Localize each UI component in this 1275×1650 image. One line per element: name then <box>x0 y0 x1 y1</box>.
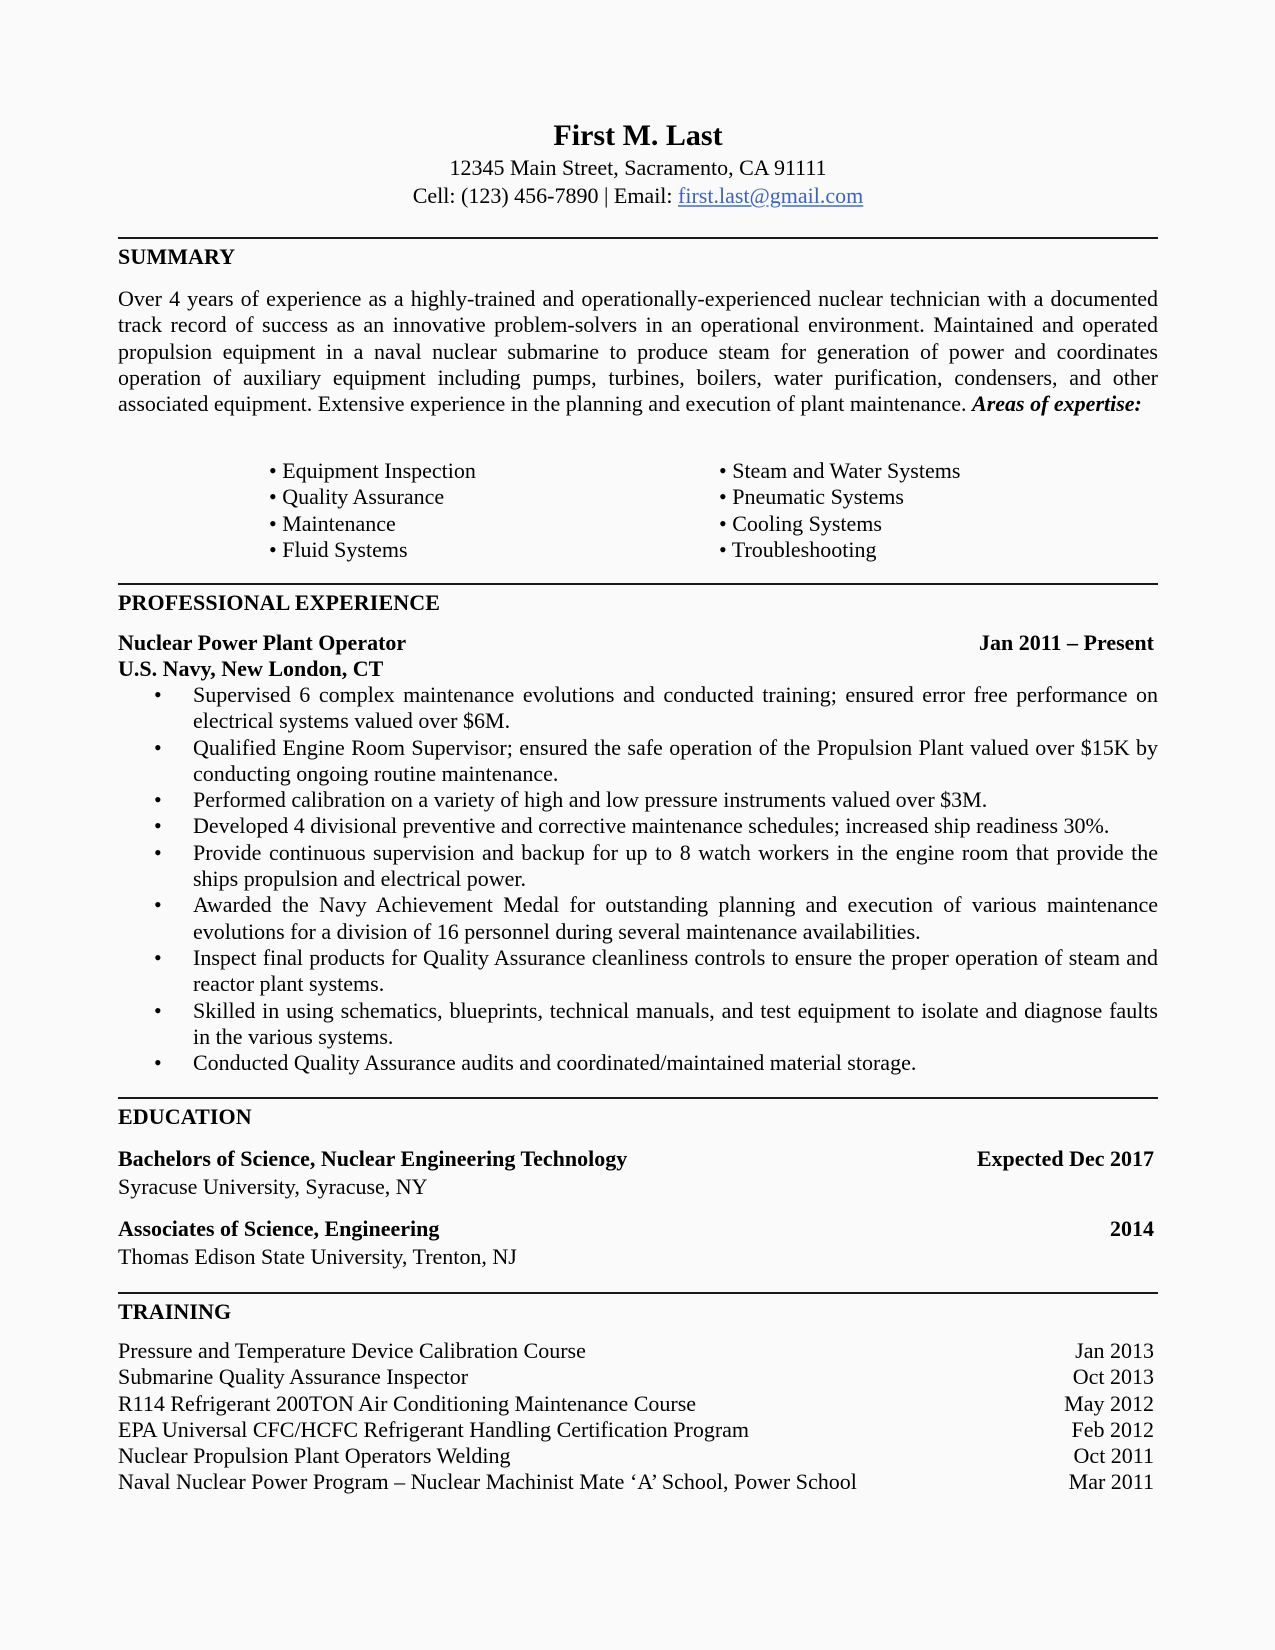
training-row <box>118 1443 1154 1469</box>
education-entry-header <box>118 1146 1154 1172</box>
section-divider <box>118 1292 1158 1294</box>
training-date: Jan 2013 <box>1075 1338 1154 1363</box>
degree: Bachelors of Science, Nuclear Engineering Technology <box>118 1146 628 1171</box>
bullet-icon: • <box>154 839 162 865</box>
training-date: Oct 2013 <box>1072 1364 1154 1390</box>
expertise-item: • Maintenance <box>269 510 396 536</box>
training-course: R114 Refrigerant 200TON Air Conditioning Maintenance Course <box>118 1390 697 1416</box>
degree-date: Expected Dec 2017 <box>976 1146 1154 1171</box>
expertise-item: • Steam and Water Systems <box>719 458 961 483</box>
training-date: Mar 2011 <box>1068 1469 1154 1495</box>
summary-paragraph <box>118 286 1158 417</box>
expertise-list-left <box>269 458 476 563</box>
degree: Associates of Science, Engineering <box>118 1216 440 1241</box>
expertise-list-right <box>719 458 960 563</box>
bullet-icon: • <box>154 1050 162 1076</box>
address: 12345 Main Street, Sacramento, CA 91111 <box>449 155 827 180</box>
bullet-icon: • <box>154 813 162 839</box>
expertise-item: • Pneumatic Systems <box>719 484 904 510</box>
resume-header <box>118 118 1158 210</box>
training-course: Submarine Quality Assurance Inspector <box>118 1364 469 1390</box>
contact-line <box>118 182 1158 210</box>
school: Thomas Edison State University, Trenton, NJ <box>118 1244 517 1269</box>
job-header <box>118 630 1154 656</box>
section-title-training: TRAINING <box>118 1299 232 1324</box>
training-row <box>118 1417 1154 1443</box>
job-bullets <box>118 682 1158 1076</box>
bullet-icon: • <box>154 682 162 707</box>
section-title-summary: SUMMARY <box>118 244 236 269</box>
training-date: Feb 2012 <box>1071 1416 1154 1442</box>
training-list <box>118 1338 1154 1496</box>
bullet-icon: • <box>154 944 162 970</box>
section-title-experience: PROFESSIONAL EXPERIENCE <box>118 590 440 615</box>
training-date: Oct 2011 <box>1073 1443 1154 1469</box>
job-bullet: • Inspect final products for Quality Assurance cleanliness controls to ensure the proper operation of steam and reactor plant systems. <box>154 944 1158 997</box>
education-entry-header <box>118 1216 1154 1242</box>
job-bullet: • Skilled in using schematics, blueprints, technical manuals, and test equipment to isolate and diagnose faults in the various systems. <box>154 997 1158 1049</box>
training-row <box>118 1469 1154 1495</box>
degree-date: 2014 <box>1110 1216 1154 1241</box>
bullet-icon: • <box>154 892 162 918</box>
job-organization: U.S. Navy, New London, CT <box>118 656 384 681</box>
training-course: EPA Universal CFC/HCFC Refrigerant Handling Certification Program <box>118 1416 750 1442</box>
bullet-icon: • <box>154 734 162 760</box>
training-date: May 2012 <box>1064 1390 1154 1416</box>
job-position: Nuclear Power Plant Operator <box>118 630 407 655</box>
section-title-education: EDUCATION <box>118 1104 252 1129</box>
expertise-item: • Troubleshooting <box>719 536 877 562</box>
training-course: Nuclear Propulsion Plant Operators Welding <box>118 1443 511 1469</box>
job-bullet: • Supervised 6 complex maintenance evolutions and conducted training; ensured error free performance on electrical systems valued over $6M. <box>154 682 1158 734</box>
training-course: Naval Nuclear Power Program – Nuclear Machinist Mate ‘A’ School, Power School <box>118 1469 857 1495</box>
job-bullet: • Performed calibration on a variety of high and low pressure instruments valued over $3M. <box>154 787 988 813</box>
job-bullet: • Provide continuous supervision and backup for up to 8 watch workers in the engine room that provide the ships propulsion and electrical power. <box>154 839 1158 892</box>
section-divider <box>118 583 1158 585</box>
bullet-icon: • <box>154 997 162 1023</box>
section-divider <box>118 1097 1158 1099</box>
bullet-icon: • <box>154 787 162 813</box>
job-dates: Jan 2011 – Present <box>979 630 1154 655</box>
expertise-item: • Cooling Systems <box>719 510 882 536</box>
job-bullet: • Developed 4 divisional preventive and corrective maintenance schedules; increased ship readiness 30%. <box>154 813 1110 839</box>
expertise-item: • Equipment Inspection <box>269 458 476 483</box>
candidate-name: First M. Last <box>553 119 723 152</box>
training-course: Pressure and Temperature Device Calibration Course <box>118 1338 586 1363</box>
phone-label: Cell: (123) 456-7890 | Email: <box>412 183 679 208</box>
expertise-item: • Quality Assurance <box>269 484 445 510</box>
training-row <box>118 1338 1154 1364</box>
section-divider <box>118 237 1158 239</box>
job-bullet: • Conducted Quality Assurance audits and coordinated/maintained material storage. <box>154 1050 917 1076</box>
expertise-item: • Fluid Systems <box>269 536 408 562</box>
training-row <box>118 1391 1154 1417</box>
expertise-label: Areas of expertise: <box>972 391 1142 417</box>
job-bullet: • Qualified Engine Room Supervisor; ensured the safe operation of the Propulsion Plant valued over $15K by conducting ongoing routine maintenance. <box>154 734 1158 786</box>
job-bullet: • Awarded the Navy Achievement Medal for outstanding planning and execution of various maintenance evolutions for a division of 16 personnel during several maintenance availabilities. <box>154 892 1158 944</box>
summary-text: Over 4 years of experience as a highly-trained and operationally-experienced nuclear technician with a documented track record of success as an innovative problem-solvers in an operational environment. Maintained and operated propulsion equipment in a naval nuclear submarine to produce steam for generation of power and coordinates operation of auxiliary equipment including pumps, turbines, boilers, water purification, condensers, and other associated equipment. Extensive experience in the planning and execution of plant maintenance. <box>118 286 1158 417</box>
training-row <box>118 1364 1154 1390</box>
school: Syracuse University, Syracuse, NY <box>118 1174 428 1199</box>
email-link[interactable]: first.last@gmail.com <box>678 183 864 208</box>
